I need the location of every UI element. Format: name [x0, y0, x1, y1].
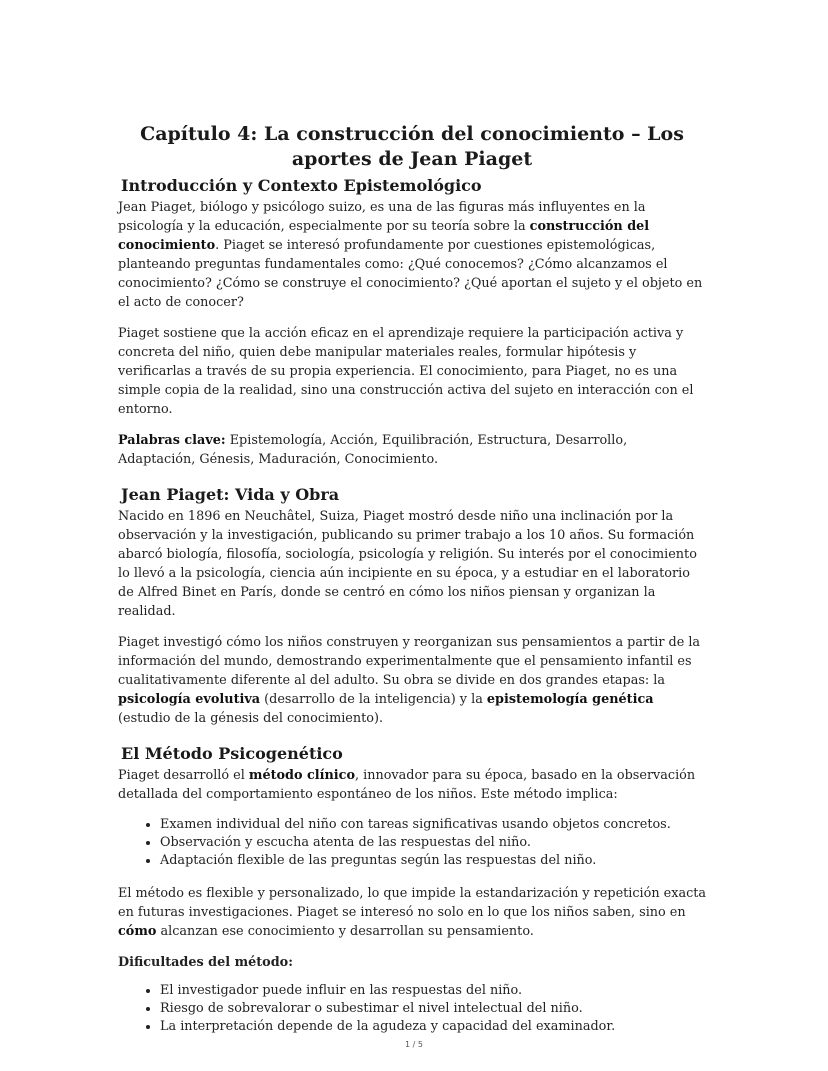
intro-paragraph-1 — [118, 198, 706, 312]
life-paragraph-2 — [118, 633, 706, 728]
list-item: • La interpretación depende de la agudeza y capacidad del examinador. — [160, 1018, 706, 1036]
bold-term: psicología evolutiva — [118, 692, 261, 707]
list-item: • Observación y escucha atenta de las respuestas del niño. — [160, 834, 706, 852]
method-paragraph-1 — [118, 766, 706, 804]
section-heading-life: Jean Piaget: Vida y Obra — [121, 485, 340, 504]
method-paragraph-2 — [118, 884, 706, 941]
bold-term: epistemología genética — [486, 692, 654, 707]
list-item: • Examen individual del niño con tareas significativas usando objetos concretos. — [160, 816, 706, 834]
keywords-label: Palabras clave: — [118, 433, 226, 448]
intro-paragraph-2: Piaget sostiene que la acción eficaz en el aprendizaje requiere la participación activa y concreta del niño, quien debe manipular materiales reales, formular hipótesis y verificarlas a través de su propia experiencia. El conocimiento, para Piaget, no es una simple copia de la realidad, sino una construcción activa del sujeto en interacción con el entorno. — [118, 326, 694, 417]
bold-term: cómo — [118, 924, 157, 939]
bold-term: método clínico — [248, 768, 355, 783]
text-run: Piaget investigó cómo los niños construyen y reorganizan sus pensamientos a partir de la información del mundo, demostrando experimentalmente que el pensamiento infantil es cualitativamente diferente al del adulto. Su obra se divide en dos grandes etapas: la — [118, 635, 701, 688]
difficulties-list — [118, 982, 706, 1036]
text-run: (estudio de la génesis del conocimiento). — [118, 711, 384, 726]
bold-term: construcción del conocimiento — [118, 219, 650, 253]
life-paragraph-1: Nacido en 1896 en Neuchâtel, Suiza, Piaget mostró desde niño una inclinación por la observación y la investigación, publicando su primer trabajo a los 10 años. Su formación abarcó biología, filosofía, sociología, psicología y religión. Su interés por el conocimiento lo llevó a la psicología, ciencia aún incipiente en su época, y a estudiar en el laboratorio de Alfred Binet en París, donde se centró en cómo los niños piensan y organizan la realidad. — [118, 509, 697, 619]
section-heading-method: El Método Psicogenético — [121, 744, 343, 763]
text-run: El método es flexible y personalizado, lo que impide la estandarización y repetición exacta en futuras investigaciones. Piaget se interesó no solo en lo que los niños saben, sino en — [118, 886, 707, 920]
list-item: • Adaptación flexible de las preguntas según las respuestas del niño. — [160, 852, 706, 870]
keywords-paragraph — [118, 431, 706, 469]
chapter-title: Capítulo 4: La construcción del conocimiento – Los aportes de Jean Piaget — [140, 123, 684, 170]
list-item: • El investigador puede influir en las respuestas del niño. — [160, 982, 706, 1000]
page-number: 1 / 5 — [405, 1040, 423, 1049]
text-run: Jean Piaget, biólogo y psicólogo suizo, es una de las figuras más influyentes en la psicología y la educación, especialmente por su teoría sobre la — [118, 200, 646, 234]
document-page — [118, 122, 706, 1050]
method-list — [118, 816, 706, 870]
text-run: (desarrollo de la inteligencia) y la — [260, 692, 487, 707]
section-heading-intro: Introducción y Contexto Epistemológico — [121, 176, 482, 195]
text-run: alcanzan ese conocimiento y desarrollan su pensamiento. — [156, 924, 534, 939]
keywords-text: Epistemología, Acción, Equilibración, Estructura, Desarrollo, Adaptación, Génesis, Maduración, Conocimiento. — [118, 433, 628, 467]
text-run: . Piaget se interesó profundamente por cuestiones epistemológicas, planteando preguntas fundamentales como: ¿Qué conocemos? ¿Cómo alcanzamos el conocimiento? ¿Cómo se construye el conocimiento? ¿Qué aportan el sujeto y el objeto en el acto de conocer? — [118, 238, 703, 310]
difficulties-label: Dificultades del método: — [118, 955, 293, 970]
text-run: , innovador para su época, basado en la observación detallada del comportamiento espontáneo de los niños. Este método implica: — [118, 768, 696, 802]
text-run: Piaget desarrolló el — [118, 768, 249, 783]
list-item: • Riesgo de sobrevalorar o subestimar el nivel intelectual del niño. — [160, 1000, 706, 1018]
